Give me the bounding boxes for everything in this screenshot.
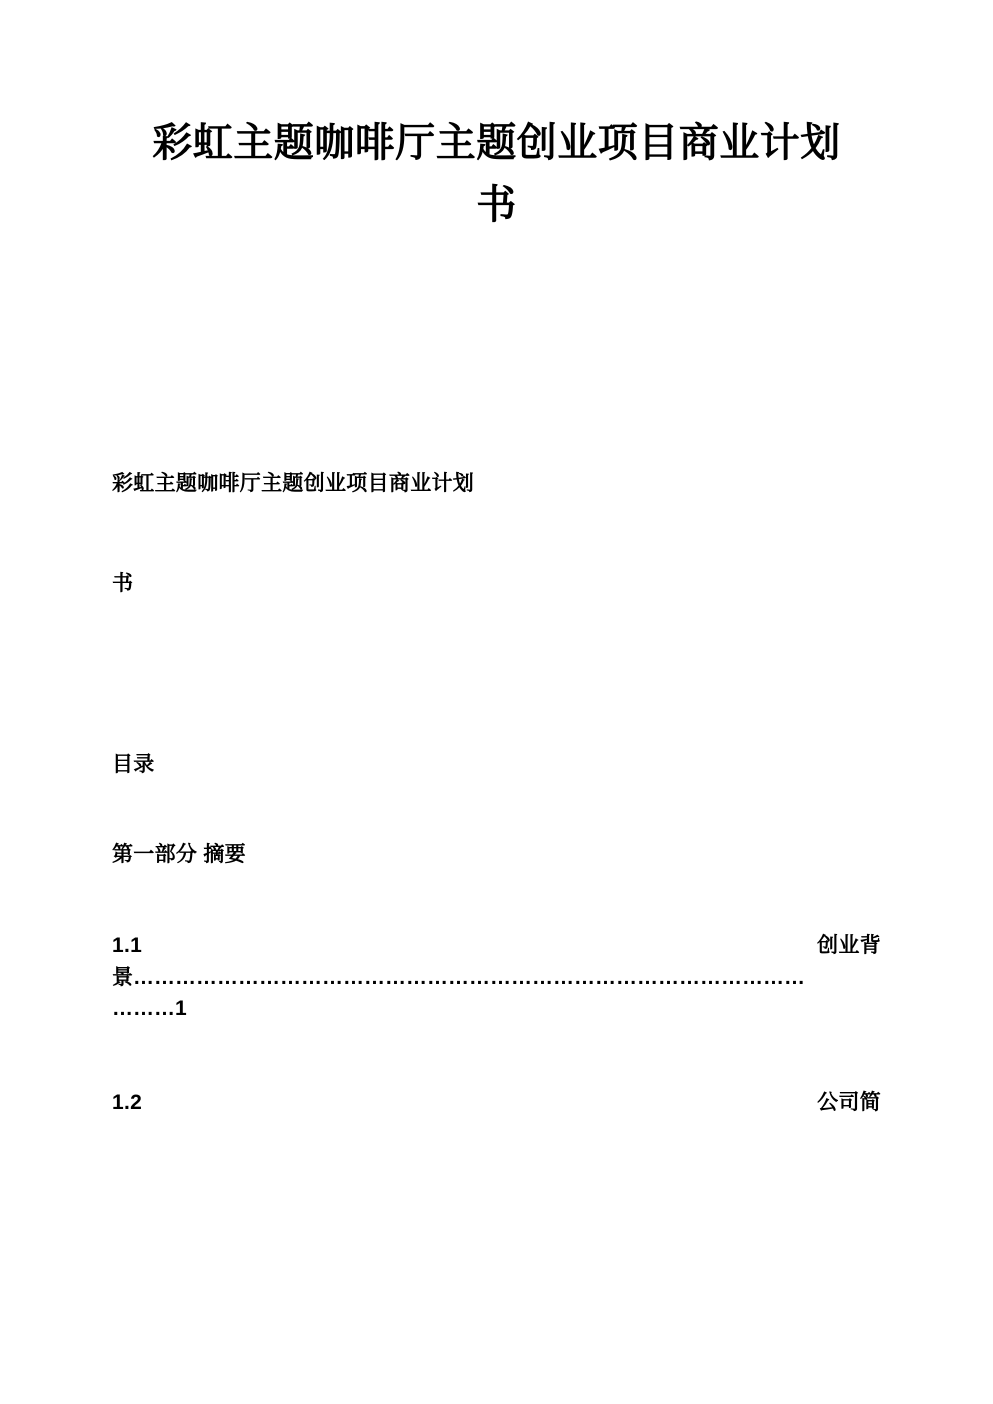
toc-entry-label: 公司简 (817, 1090, 881, 1114)
toc-entry-page-number: 1 (175, 997, 187, 1020)
heading-line-1: 彩虹主题咖啡厅主题创业项目商业计划 (112, 472, 475, 495)
heading-line-2: 书 (112, 571, 134, 595)
page-title (112, 0, 881, 236)
toc-part-one: 第一部分 摘要 (112, 842, 246, 866)
toc-entry-1-2[interactable] (112, 1087, 881, 1119)
toc-heading: 目录 (112, 753, 155, 776)
toc-entry-tail-dots: ……… (112, 997, 175, 1020)
toc-entry-1-1[interactable] (112, 930, 881, 1025)
toc-entry-gap-1 (112, 870, 881, 930)
title-spacer (112, 236, 881, 468)
toc-entry-number: 1.1 (112, 934, 143, 957)
heading-gap (112, 500, 881, 568)
page-title-line-2: 书 (476, 183, 517, 227)
toc-entry-gap-2 (112, 1025, 881, 1087)
toc-top-gap (112, 599, 881, 749)
toc-heading-gap (112, 781, 881, 839)
toc-entry-label: 创业背 (817, 934, 881, 957)
toc-entry-continuation: 景…………………………………………………………………………………… (112, 965, 805, 989)
page-title-line-1: 彩虹主题咖啡厅主题创业项目商业计划 (152, 121, 841, 165)
toc-entry-page (112, 993, 881, 1025)
toc-entry-number: 1.2 (112, 1090, 143, 1114)
